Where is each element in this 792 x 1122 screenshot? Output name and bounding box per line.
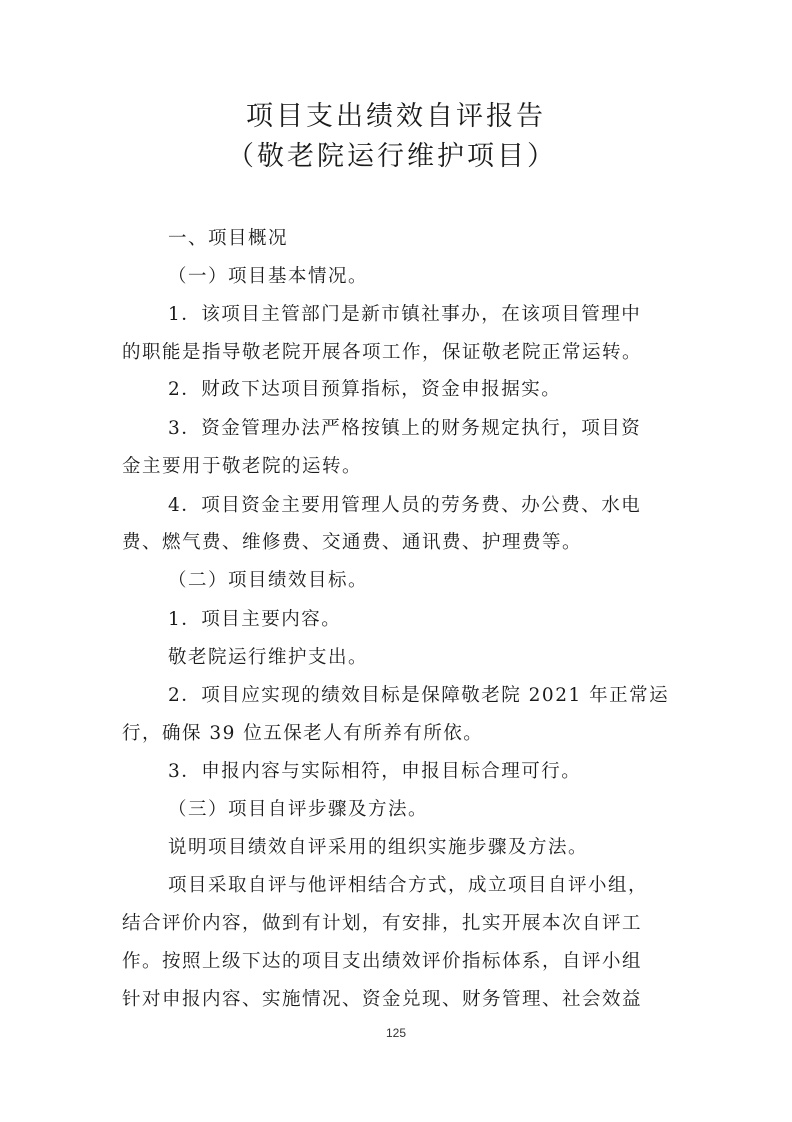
paragraph-line: 项目采取自评与他评相结合方式，成立项目自评小组， [168, 875, 649, 896]
subsection-heading-goals: （二）项目绩效目标。 [168, 570, 369, 591]
paragraph-line: 敬老院运行维护支出。 [168, 647, 369, 668]
paragraph-line: 作。按照上级下达的项目支出绩效评价指标体系，自评小组 [122, 951, 643, 972]
paragraph-line: 结合评价内容，做到有计划，有安排，扎实开展本次自评工 [122, 913, 643, 934]
paragraph-line: 针对申报内容、实施情况、资金兑现、财务管理、社会效益 [122, 989, 643, 1010]
page-number: 125 [385, 1026, 407, 1040]
subsection-heading-basic-info: （一）项目基本情况。 [168, 266, 369, 287]
paragraph-line: 2．财政下达项目预算指标，资金申报据实。 [168, 379, 562, 400]
paragraph-line: 说明项目绩效自评采用的组织实施步骤及方法。 [168, 837, 589, 858]
paragraph-line: 1．项目主要内容。 [168, 609, 342, 630]
paragraph-line: 4．项目资金主要用管理人员的劳务费、办公费、水电 [168, 495, 642, 516]
paragraph-line: 费、燃气费、维修费、交通费、通讯费、护理费等。 [122, 532, 583, 553]
paragraph-line: 金主要用于敬老院的运转。 [122, 456, 363, 477]
paragraph-line: 行，确保 39 位五保老人有所养有所依。 [122, 723, 484, 744]
paragraph-line: 1．该项目主管部门是新市镇社事办，在该项目管理中 [168, 304, 642, 325]
report-title: 项目支出绩效自评报告 [246, 101, 546, 132]
paragraph-line: 的职能是指导敬老院开展各项工作，保证敬老院正常运转。 [122, 342, 643, 363]
paragraph-line: 3．资金管理办法严格按镇上的财务规定执行，项目资 [168, 418, 642, 439]
paragraph-line: 2．项目应实现的绩效目标是保障敬老院 2021 年正常运 [168, 685, 670, 706]
paragraph-line: 3．申报内容与实际相符，申报目标合理可行。 [168, 761, 582, 782]
section-heading-overview: 一、项目概况 [168, 228, 289, 249]
report-subtitle: （敬老院运行维护项目） [227, 141, 557, 172]
subsection-heading-method: （三）项目自评步骤及方法。 [168, 799, 429, 820]
